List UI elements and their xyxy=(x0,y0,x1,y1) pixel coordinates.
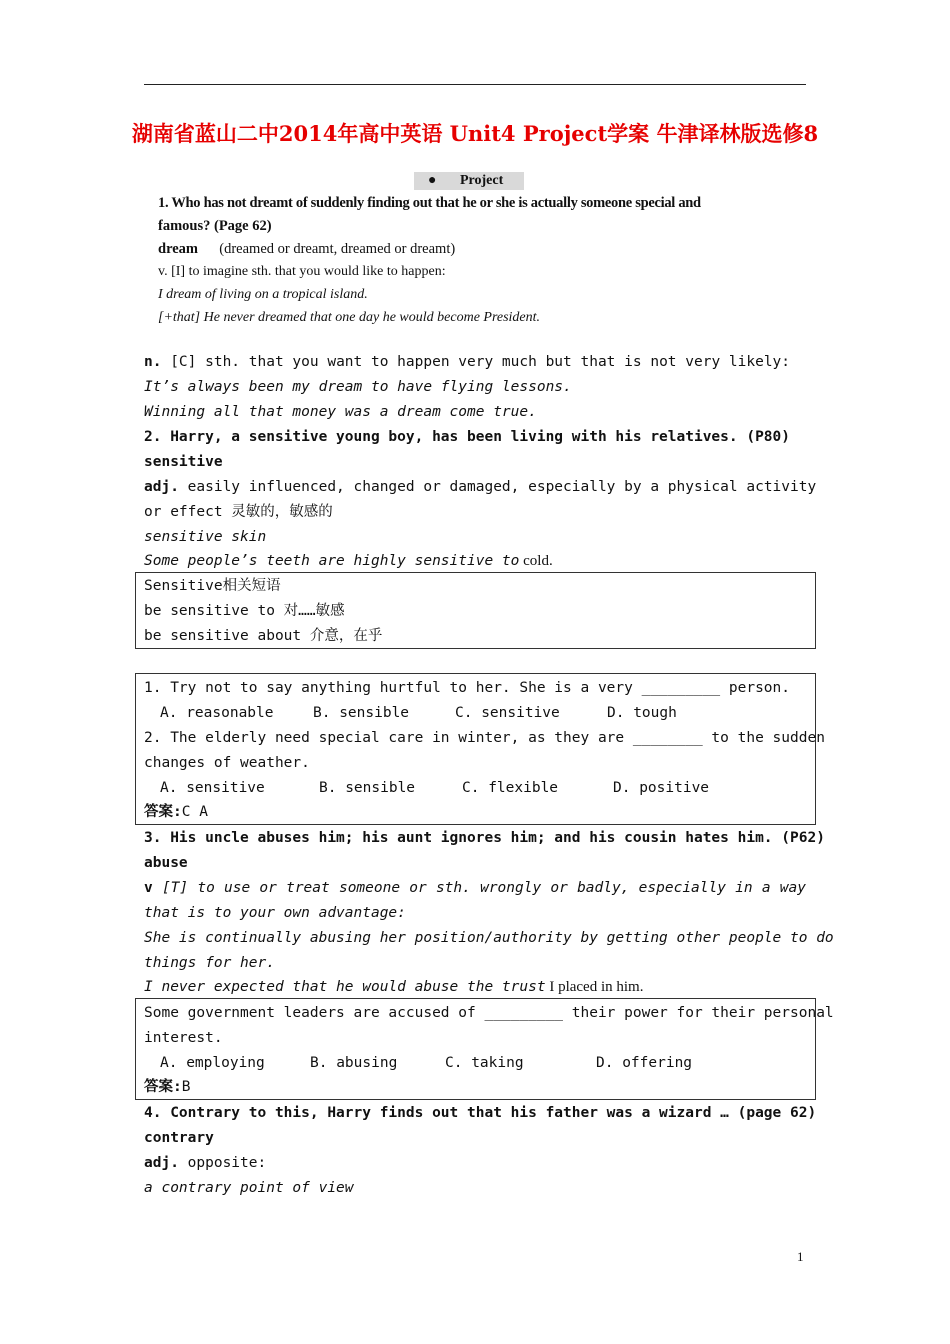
option: C. flexible xyxy=(462,780,559,796)
excerpt-word-forms: (dreamed or dreamt, dreamed or dreamt) xyxy=(219,241,456,257)
excerpt-example-2: [+that] He never dreamed that one day he would become President. xyxy=(158,310,541,325)
answer-value: C A xyxy=(181,804,208,820)
excerpt-word: dream xyxy=(158,241,199,257)
document-title: 湖南省蓝山二中2014年高中英语 Unit4 Project学案 牛津译林版选修8 xyxy=(131,121,819,146)
option: D. tough xyxy=(607,705,677,721)
excerpt-verb-def: v. [I] to imagine sth. that you would like to happen: xyxy=(158,264,446,279)
item3-def-line1 xyxy=(144,876,806,900)
option: B. abusing xyxy=(310,1055,398,1071)
item4-def xyxy=(144,1151,806,1175)
header-rule xyxy=(144,84,806,85)
excerpt-question-line2: famous? (Page 62) xyxy=(158,218,272,234)
exercise2-question-line1: Some government leaders are accused of _________ their power for their personal xyxy=(144,1005,834,1021)
item2-example-2 xyxy=(144,549,806,573)
item3-sentence: 3. His uncle abuses him; his aunt ignores him; and his cousin hates him. (P62) xyxy=(144,830,825,846)
exercise1-question-2-line2: changes of weather. xyxy=(144,755,310,771)
excerpt-example-1: I dream of living on a tropical island. xyxy=(158,287,368,302)
project-badge xyxy=(414,172,524,190)
definition-text: opposite: xyxy=(178,1155,267,1171)
item2-sentence: 2. Harry, a sensitive young boy, has been living with his relatives. (P80) xyxy=(144,429,791,445)
exercise1-q1-options xyxy=(144,701,806,725)
bullet-icon: ● xyxy=(428,173,437,188)
item3-example-2 xyxy=(144,975,806,999)
pos-label: n. xyxy=(144,354,162,370)
exercise1-answer xyxy=(144,800,806,824)
example-italic: Some people’s teeth are highly sensitive to xyxy=(144,553,520,569)
option: A. sensitive xyxy=(160,780,265,796)
exercise2-question-line2: interest. xyxy=(144,1030,223,1046)
answer-label: 答案: xyxy=(144,1079,182,1095)
exercise2-options xyxy=(144,1051,806,1075)
exercise1-question-2-line1: 2. The elderly need special care in winter, as they are ________ to the sudden xyxy=(144,730,825,746)
dream-noun-def xyxy=(144,350,806,374)
option: D. offering xyxy=(596,1055,693,1071)
excerpt-word-line xyxy=(158,241,455,258)
option: C. sensitive xyxy=(455,705,560,721)
answer-value: B xyxy=(181,1079,191,1095)
item3-word: abuse xyxy=(144,855,188,871)
page-number: 1 xyxy=(797,1249,804,1264)
definition-text: [C] sth. that you want to happen very much but that is not very likely: xyxy=(161,354,791,370)
item3-def-line2: that is to your own advantage: xyxy=(144,905,406,921)
dream-noun-example-2: Winning all that money was a dream come true. xyxy=(144,404,537,420)
badge-label: Project xyxy=(460,173,504,188)
option: C. taking xyxy=(445,1055,524,1071)
option: B. sensible xyxy=(313,705,410,721)
exercise1-question-1: 1. Try not to say anything hurtful to her. She is a very _________ person. xyxy=(144,680,791,696)
item4-example-1: a contrary point of view xyxy=(144,1180,354,1196)
example-italic: I never expected that he would abuse the trust xyxy=(144,979,546,995)
example-plain: I placed in him. xyxy=(545,979,644,995)
excerpt-question-line1: 1. Who has not dreamt of suddenly finding out that he or she is actually someone special and xyxy=(158,195,701,211)
option: B. sensible xyxy=(319,780,416,796)
example-plain: cold. xyxy=(519,553,553,569)
item2-word: sensitive xyxy=(144,454,223,470)
phrase-row-1: be sensitive to 对……敏感 xyxy=(144,603,345,619)
phrase-box-heading: Sensitive相关短语 xyxy=(144,578,281,594)
option: A. reasonable xyxy=(160,705,274,721)
pos-label: adj. xyxy=(144,479,179,495)
item2-def-line2: or effect 灵敏的，敏感的 xyxy=(144,504,333,520)
phrase-row-2: be sensitive about 介意，在乎 xyxy=(144,628,383,644)
item3-example-1-line1: She is continually abusing her position/authority by getting other people to do xyxy=(144,930,834,946)
item4-sentence: 4. Contrary to this, Harry finds out that his father was a wizard … (page 62) xyxy=(144,1105,817,1121)
definition-text: [T] to use or treat someone or sth. wrongly or badly, especially in a way xyxy=(152,880,806,896)
option: A. employing xyxy=(160,1055,265,1071)
pos-label: v xyxy=(144,880,153,896)
item2-def-line1 xyxy=(144,475,817,499)
option: D. positive xyxy=(613,780,710,796)
exercise2-answer xyxy=(144,1075,806,1099)
item3-example-1-line2: things for her. xyxy=(144,955,275,971)
dream-noun-example-1: It’s always been my dream to have flying lessons. xyxy=(144,379,572,395)
item2-example-1: sensitive skin xyxy=(144,529,267,545)
exercise1-q2-options xyxy=(144,776,806,800)
definition-text: easily influenced, changed or damaged, especially by a physical activity xyxy=(178,479,817,495)
answer-label: 答案: xyxy=(144,804,182,820)
item4-word: contrary xyxy=(144,1130,214,1146)
pos-label: adj. xyxy=(144,1155,179,1171)
